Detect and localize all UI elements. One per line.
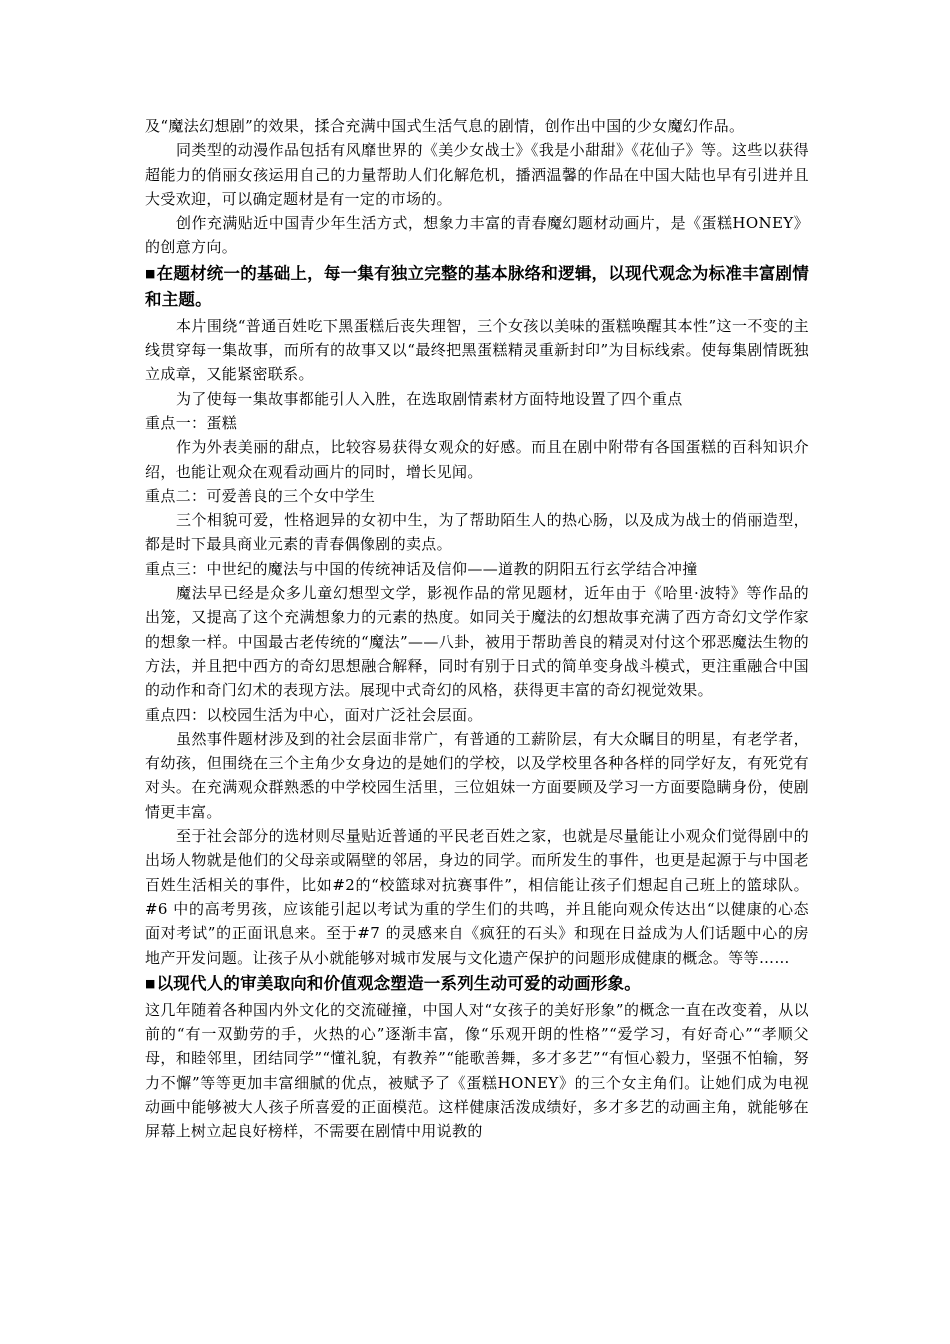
point-label: 重点四：以校园生活为中心，面对广泛社会层面。 — [145, 705, 483, 724]
point-label: 重点三：中世纪的魔法与中国的传统神话及信仰——道教的阴阳五行玄学结合冲撞 — [145, 559, 698, 578]
section-heading-text: 在题材统一的基础上，每一集有独立完整的基本脉络和逻辑，以现代观念为标准丰富剧情和主题。 — [145, 263, 809, 309]
paragraph: 为了使每一集故事都能引人入胜，在选取剧情素材方面特地设置了四个重点 — [176, 389, 683, 408]
paragraph: 创作充满贴近中国青少年生活方式，想象力丰富的青春魔幻题材动画片，是《蛋糕HONEY》的创意方向。 — [145, 214, 809, 257]
section-heading — [145, 261, 809, 313]
paragraph: 三个相貌可爱，性格迥异的女初中生，为了帮助陌生人的热心肠，以及成为战士的俏丽造型，都是时下最具商业元素的青春偶像剧的卖点。 — [145, 511, 809, 554]
paragraph: 这几年随着各种国内外文化的交流碰撞，中国人对“女孩子的美好形象”的概念一直在改变着，从以前的“有一双勤劳的手，火热的心”逐渐丰富，像“乐观开朗的性格”“爱学习，有好奇心”“孝顺父母，和睦邻里，团结同学”“懂礼貌，有教养”“能歌善舞，多才多艺”“有恒心毅力，坚强不怕输，努力不懈”等等更加丰富细腻的优点，被赋予了《蛋糕HONEY》的三个女主角们。让她们成为电视动画中能够被大人孩子所喜爱的正面模范。这样健康活泼成绩好，多才多艺的动画主角，就能够在屏幕上树立起良好榜样，不需要在剧情中用说教的 — [145, 1000, 809, 1141]
paragraph: 虽然事件题材涉及到的社会层面非常广，有普通的工薪阶层，有大众瞩目的明星，有老学者，有幼孩，但围绕在三个主角少女身边的是她们的学校，以及学校里各种各样的同学好友，有死党有对头。在充满观众群熟悉的中学校园生活里，三位姐妹一方面要顾及学习一方面要隐瞒身份，使剧情更丰富。 — [145, 729, 809, 821]
document-body — [145, 114, 809, 1144]
section-heading — [145, 971, 809, 997]
paragraph: 本片围绕“普通百姓吃下黑蛋糕后丧失理智，三个女孩以美味的蛋糕唤醒其本性”这一不变的主线贯穿每一集故事，而所有的故事又以“最终把黑蛋糕精灵重新封印”为目标线索。使每集剧情既独立成章，又能紧密联系。 — [145, 316, 809, 384]
paragraph: 作为外表美丽的甜点，比较容易获得女观众的好感。而且在剧中附带有各国蛋糕的百科知识介绍，也能让观众在观看动画片的同时，增长见闻。 — [145, 438, 809, 481]
point-label: 重点二：可爱善良的三个女中学生 — [145, 486, 376, 505]
square-bullet-icon: ■ — [145, 266, 156, 280]
section-heading-text: 以现代人的审美取向和价值观念塑造一系列生动可爱的动画形象。 — [156, 973, 641, 993]
square-bullet-icon: ■ — [145, 976, 156, 990]
paragraph: 同类型的动漫作品包括有风靡世界的《美少女战士》《我是小甜甜》《花仙子》等。这些以获得超能力的俏丽女孩运用自己的力量帮助人们化解危机，播洒温馨的作品在中国大陆也早有引进并且大受欢迎，可以确定题材是有一定的市场的。 — [145, 141, 809, 208]
paragraph: 及“魔法幻想剧”的效果，揉合充满中国式生活气息的剧情，创作出中国的少女魔幻作品。 — [145, 117, 745, 135]
paragraph: 至于社会部分的选材则尽量贴近普通的平民老百姓之家，也就是尽量能让小观众们觉得剧中的出场人物就是他们的父母亲或隔壁的邻居，身边的同学。而所发生的事件，也更是起源于与中国老百姓生活相关的事件，比如#2的“校篮球对抗赛事件”，相信能让孩子们想起自己班上的篮球队。#6 中的高考男孩，应该能引起以考试为重的学生们的共鸣，并且能向观众传达出“以健康的心态面对考试”的正面讯息来。至于#7 的灵感来自《疯狂的石头》和现在日益成为人们话题中心的房地产开发问题。让孩子从小就能够对城市发展与文化遗产保护的问题形成健康的概念。等等…… — [145, 827, 809, 967]
paragraph: 魔法早已经是众多儿童幻想型文学，影视作品的常见题材，近年由于《哈里·波特》等作品的出笼，又提高了这个充满想象力的元素的热度。如同关于魔法的幻想故事充满了西方奇幻文学作家的想象一样。中国最古老传统的“魔法”——八卦，被用于帮助善良的精灵对付这个邪恶魔法生物的方法，并且把中西方的奇幻思想融合解释，同时有别于日式的简单变身战斗模式，更注重融合中国的动作和奇门幻术的表现方法。展现中式奇幻的风格，获得更丰富的奇幻视觉效果。 — [145, 584, 809, 700]
point-label: 重点一：蛋糕 — [145, 413, 238, 432]
